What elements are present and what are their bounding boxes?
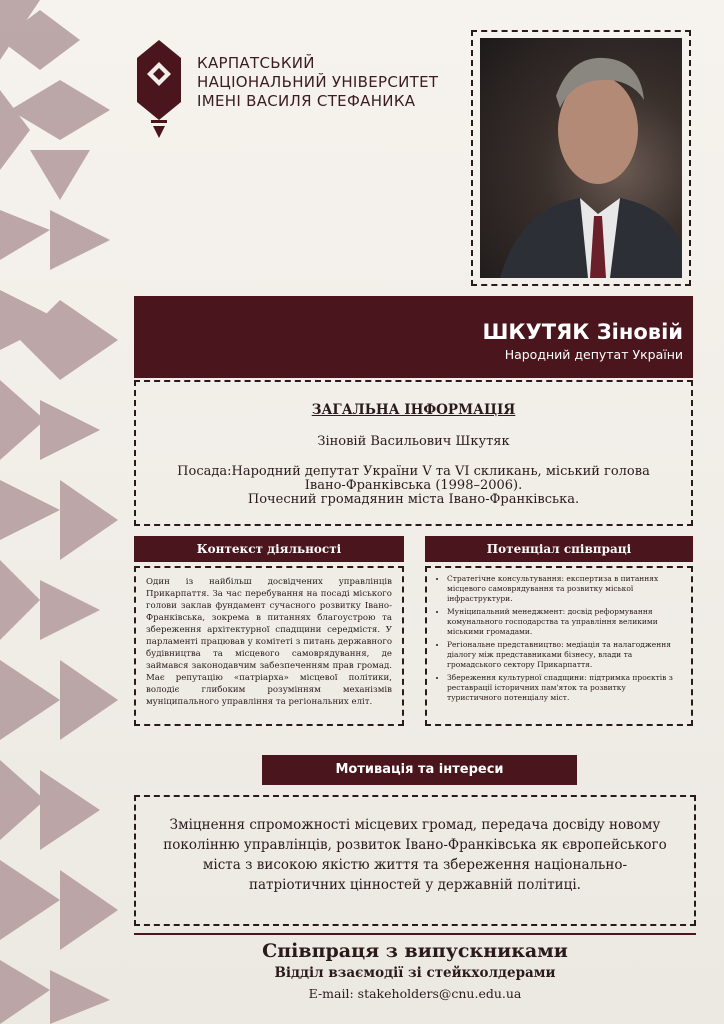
position-line: Почесний громадянин міста Івано-Франківська. — [247, 492, 580, 507]
context-box — [134, 566, 404, 726]
position-line: Івано-Франківська (1998–2006). — [304, 478, 523, 493]
motivation-box — [134, 795, 696, 926]
university-name-line: НАЦІОНАЛЬНИЙ УНІВЕРСИТЕТ — [197, 73, 439, 91]
potential-box — [425, 566, 693, 726]
footer-title: Співпраця з випускниками — [262, 940, 568, 962]
full-name: Зіновій Васильович Шкутяк — [317, 434, 510, 449]
university-name-line: КАРПАТСЬКИЙ — [197, 54, 315, 72]
list-item: • Муніципальний менеджмент: досвід реформування комунального господарства та управління великими міськими громадами. — [447, 607, 681, 637]
embroidery-ornament — [0, 0, 118, 1024]
university-name — [197, 54, 438, 111]
footer-divider — [134, 933, 696, 935]
university-emblem-icon — [137, 40, 181, 138]
general-info-heading: ЗАГАЛЬНА ІНФОРМАЦІЯ — [311, 402, 516, 418]
general-info-box — [134, 380, 693, 526]
portrait-frame — [471, 30, 691, 286]
portrait-silhouette — [480, 38, 682, 278]
footer — [134, 940, 696, 1001]
university-name-line: ІМЕНІ ВАСИЛЯ СТЕФАНИКА — [197, 92, 416, 110]
list-item: • Збереження культурної спадщини: підтримка проєктів з реставрації історичних пам'яток та розвитку туристичного потенціалу міст. — [447, 673, 681, 703]
list-item: • Стратегічне консультування: експертиза в питаннях місцевого самоврядування та розвитку міської інфраструктури. — [447, 574, 681, 604]
name-banner — [134, 296, 693, 378]
context-heading: Контекст діяльності — [134, 536, 404, 562]
potential-list — [427, 568, 691, 703]
position-line: Посада:Народний депутат України V та VI скликань, міський голова — [177, 464, 650, 479]
footer-department: Відділ взаємодії зі стейкхолдерами — [274, 965, 556, 981]
motivation-text: Зміцнення спроможності місцевих громад, передача досвіду новому поколінню управлінців, розвиток Івано-Франківська як європейського міста з високою якістю життя та збереження національно-патріотичних цінностей у державній політиці. — [163, 817, 667, 893]
motivation-heading: Мотивація та інтереси — [262, 755, 577, 785]
list-item: • Регіональне представництво: медіація та налагодження діалогу між представниками бізнесу, влади та громадського сектору Прикарпаття. — [447, 640, 681, 670]
portrait-photo — [480, 38, 682, 278]
person-name: ШКУТЯК Зіновій — [482, 320, 683, 344]
position-text — [166, 465, 661, 507]
footer-email[interactable]: E-mail: stakeholders@cnu.edu.ua — [308, 986, 522, 1001]
potential-heading: Потенціал співпраці — [425, 536, 693, 562]
person-role: Народний депутат України — [504, 347, 683, 362]
context-text: Один із найбільш досвідчених управлінців Прикарпаття. За час перебування на посаді міського голови заклав фундамент сучасного розвитку Івано-Франківська, зокрема в питаннях благоустрою та збереження архітектурної спадщини середмістя. У парламенті працював у комітеті з питань державного будівництва та місцевого самоврядування, де займався законодавчим забезпеченням прав громад. Має репутацію «патріарха» місцевої політики, володіє глибоким розумінням механізмів муніципального управління та регіональних еліт. — [146, 577, 392, 707]
